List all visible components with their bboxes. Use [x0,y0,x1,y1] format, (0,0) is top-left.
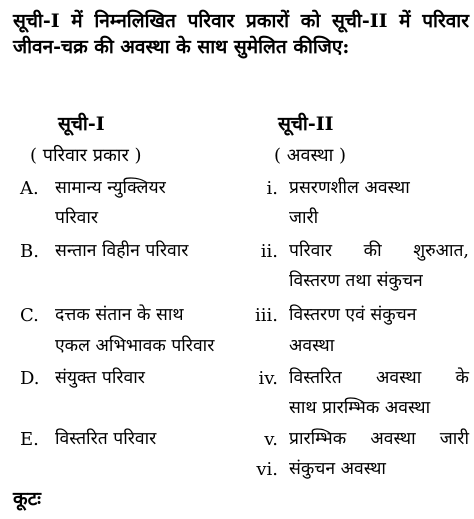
list2-subheading: ( अवस्था ) [274,145,347,166]
list1-item-line: दत्तक संतान के साथ [55,305,184,325]
list1-item-label: C. [20,305,39,326]
list2-item-label: v. [264,429,278,450]
list1-item-line: सन्तान विहीन परिवार [55,241,189,261]
list1-subheading: ( परिवार प्रकार ) [30,145,142,166]
list1-item-line: एकल अभिभावक परिवार [55,336,215,356]
list2-item-label: iv. [258,368,278,389]
list1-heading: सूची-I [58,113,105,135]
list2-item-label: ii. [260,241,278,262]
list2-item-line: अवस्था [289,336,335,356]
list1-item-label: E. [20,429,39,450]
list1-item-line: सामान्य न्युक्लियर [55,178,166,198]
list2-item-label: i. [266,178,278,199]
list2-item-label: iii. [255,305,278,326]
question-text: सूची-I में निम्नलिखित परिवार प्रकारों को सूची-II में परिवार जीवन-चक्र की अवस्था के साथ सुमेलित कीजिए: [13,10,469,58]
list2-item-line: विस्तरित अवस्था के [289,368,469,388]
list2-heading: सूची-II [278,113,334,135]
list2-item-line: परिवार की शुरुआत, [289,241,469,261]
list2-item-line: जारी [289,208,319,228]
list2-item-line: प्रसरणशील अवस्था [289,178,410,198]
list2-item-line: विस्तरण एवं संकुचन [289,305,417,325]
list1-item-label: A. [20,178,39,199]
list2-item-line: साथ प्रारम्भिक अवस्था [289,398,431,418]
list1-item-line: परिवार [55,208,99,228]
list2-item-label: vi. [256,459,278,480]
kut-label: कूटः [13,488,42,510]
list2-item-line: प्रारम्भिक अवस्था जारी [289,429,469,449]
list1-item-line: संयुक्त परिवार [55,368,145,388]
list2-item-line: विस्तरण तथा संकुचन [289,271,423,291]
list1-item-line: विस्तरित परिवार [55,429,157,449]
list2-item-line: संकुचन अवस्था [289,459,386,479]
list1-item-label: B. [20,241,39,262]
list1-item-label: D. [20,368,40,389]
